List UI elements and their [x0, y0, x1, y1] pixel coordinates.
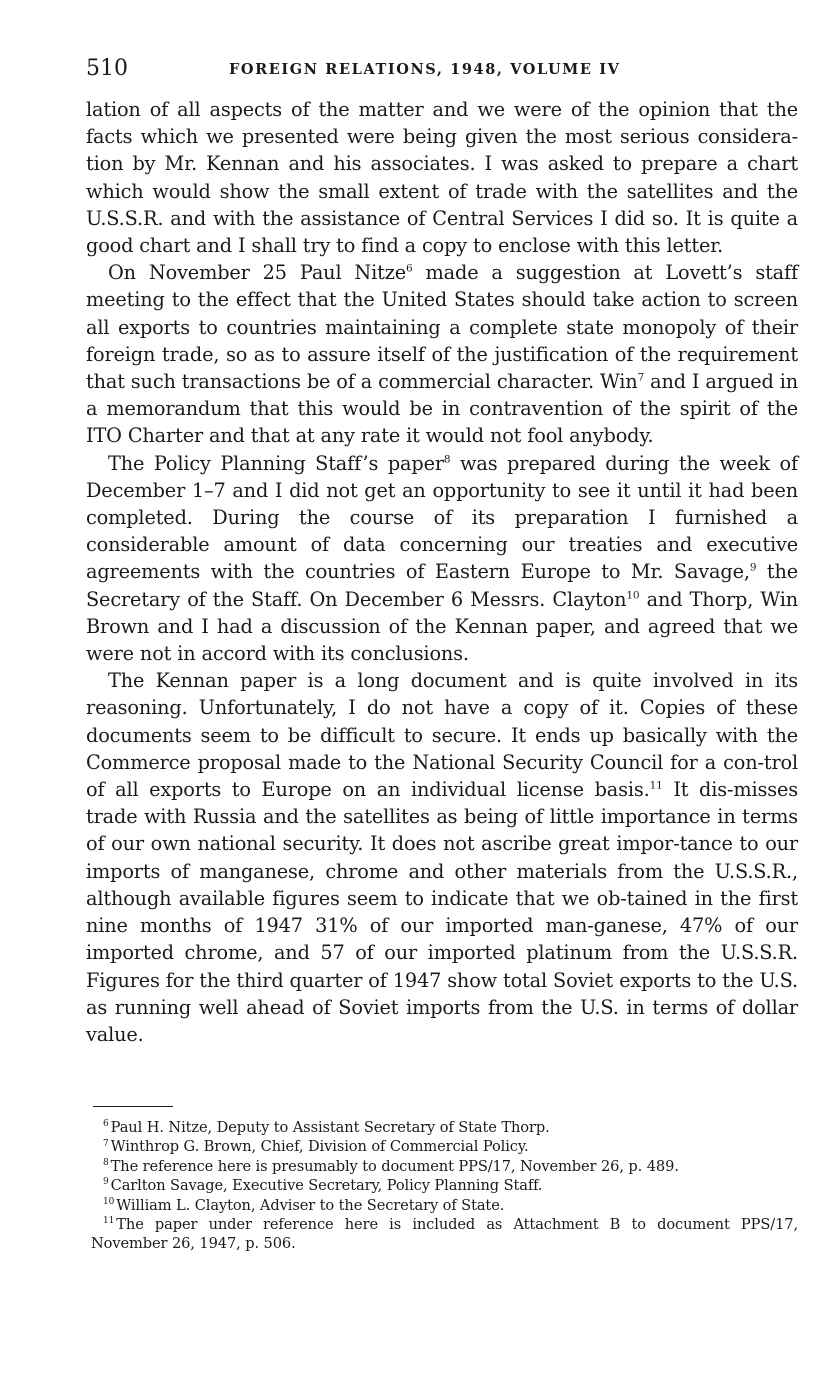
page-number: 510: [86, 56, 128, 81]
footnote-mark: 11: [103, 1216, 115, 1227]
paragraph-4: [86, 667, 798, 1048]
footnote-mark: 10: [103, 1196, 115, 1207]
footnote-ref[interactable]: 9: [749, 562, 757, 575]
footnote-text: The paper under reference here is included as Attachment B to document PPS/17, November 26, 1947, p. 506.: [91, 1216, 798, 1253]
footnote-ref[interactable]: 11: [649, 779, 663, 792]
footnote-ref[interactable]: 7: [637, 371, 645, 384]
paragraph-text: It dis-misses trade with Russia and the satellites as being of little importance in terms of our own national security. It does not ascribe great impor-tance to our imports of manganese, chrome and other materials from the U.S.S.R., although available figures seem to indicate that we ob-tained in the first nine months of 1947 31% of our imported man-ganese, 47% of our imported chrome, and 57 of our imported platinum from the U.S.S.R. Figures for the third quarter of 1947 show total Soviet exports to the U.S. as running well ahead of Soviet imports from the U.S. in terms of dollar value.: [86, 778, 798, 1046]
footnote-item: [91, 1215, 798, 1254]
footnote-mark: 7: [103, 1138, 109, 1149]
paragraph-text: made a suggestion at Lovett’s staff meeting to the effect that the United States should take action to screen all exports to countries maintaining a complete state monopoly of their foreign trade, so as to assure itself of the justification of the requirement that such transactions be of a commercial character. Win: [86, 261, 798, 394]
footnote-ref[interactable]: 6: [406, 262, 413, 275]
paragraph-text: was prepared during the week of December 1–7 and I did not get an opportunity to see it until it had been completed. During the course of its preparation I furnished a considerable amount of data concerning our treaties and executive agreements with the countries of Eastern Europe to Mr. Savage,: [86, 451, 798, 584]
footnote-mark: 8: [103, 1157, 109, 1168]
paragraph-text: and Thorp, Win Brown and I had a discussion of the Kennan paper, and agreed that we were not in accord with its conclusions.: [86, 587, 798, 666]
footnote-text: William L. Clayton, Adviser to the Secretary of State.: [116, 1196, 505, 1214]
footnote-text: Paul H. Nitze, Deputy to Assistant Secretary of State Thorp.: [110, 1119, 550, 1136]
footnote-ref[interactable]: 10: [626, 589, 640, 602]
paragraph-2: [86, 259, 798, 449]
paragraph-text: The Policy Planning Staff’s paper: [108, 451, 444, 475]
paragraph-1: [86, 96, 798, 259]
page-header: [86, 56, 798, 86]
footnote-mark: 9: [103, 1177, 109, 1188]
footnote-ref[interactable]: 8: [443, 453, 451, 466]
body-text: [86, 96, 798, 1048]
footnote-text: Winthrop G. Brown, Chief, Division of Commercial Policy.: [110, 1138, 529, 1156]
footnote-item: [91, 1137, 798, 1156]
paragraph-text: and I argued in a memorandum that this would be in contravention of the spirit of the ITO Charter and that at any rate it would not fool anybody.: [86, 370, 798, 448]
footnote-text: The reference here is presumably to document PPS/17, November 26, p. 489.: [110, 1157, 679, 1175]
footnote-divider: [93, 1106, 173, 1107]
running-head: FOREIGN RELATIONS, 1948, VOLUME IV: [229, 61, 621, 78]
footnote-item: [91, 1196, 798, 1215]
paragraph-text: the Secretary of the Staff. On December 6 Messrs. Clayton: [86, 560, 798, 611]
footnote-mark: 6: [103, 1119, 109, 1130]
footnote-item: [91, 1118, 798, 1137]
footnote-text: Carlton Savage, Executive Secretary, Policy Planning Staff.: [110, 1177, 543, 1195]
paragraph-text: The Kennan paper is a long document and is quite involved in its reasoning. Unfortunately, I do not have a copy of it. Copies of these documents seem to be difficult to secure. It ends up basically with the Commerce proposal made to the National Security Council for a con-trol of all exports to Europe on an individual license basis.: [86, 669, 798, 802]
paragraph-text: lation of all aspects of the matter and we were of the opinion that the facts which we presented were being given the most serious considera-tion by Mr. Kennan and his associates. I was asked to prepare a chart which would show the small extent of trade with the satellites and the U.S.S.R. and with the assistance of Central Services I did so. It is quite a good chart and I shall try to find a copy to enclose with this letter.: [86, 98, 798, 258]
footnote-item: [91, 1176, 798, 1195]
footnotes: [91, 1118, 798, 1254]
footnote-item: [91, 1157, 798, 1176]
paragraph-3: [86, 450, 798, 668]
paragraph-text: On November 25 Paul Nitze: [108, 261, 407, 285]
